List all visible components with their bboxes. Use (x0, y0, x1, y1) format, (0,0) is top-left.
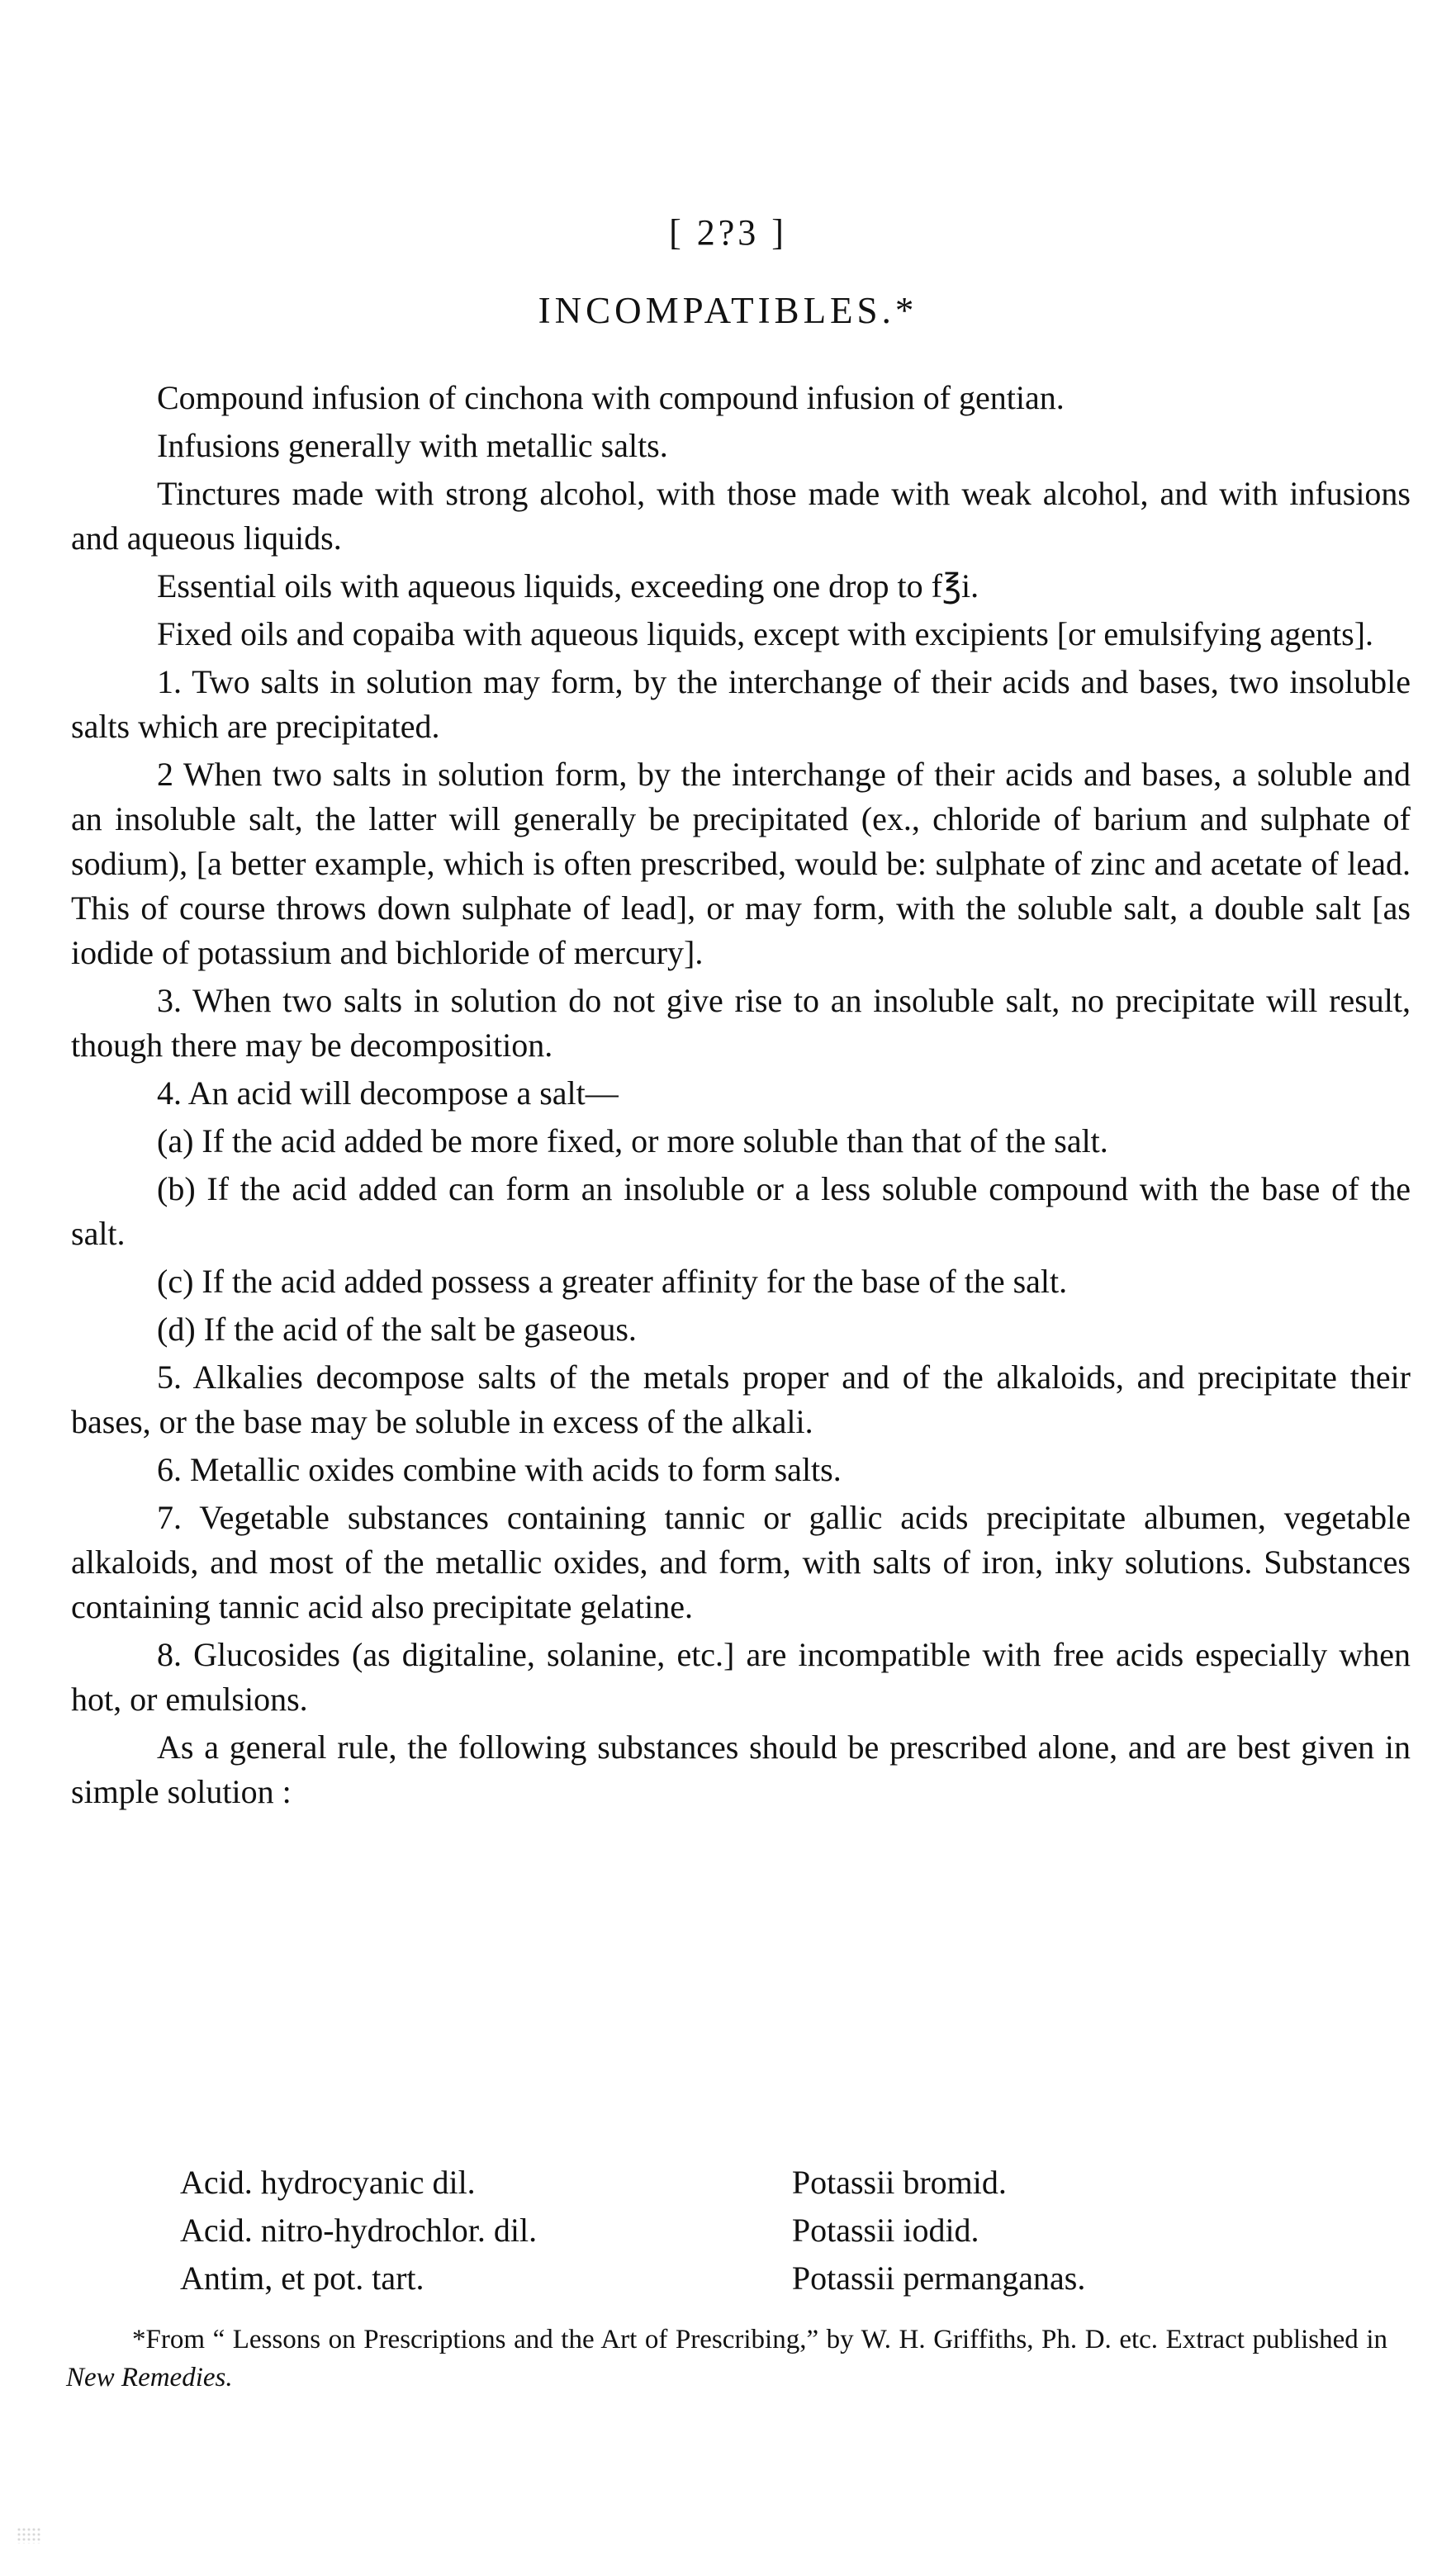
list-item: Potassii bromid. (791, 2164, 1007, 2201)
paragraph: (d) If the acid of the salt be gaseous. (157, 1311, 637, 1348)
paragraph: Fixed oils and copaiba with aqueous liquids, except with excipients [or emulsifying agents]. (157, 615, 1374, 652)
paragraph: Infusions generally with metallic salts. (157, 427, 668, 464)
paragraph: 4. An acid will decompose a salt— (157, 1074, 619, 1112)
list-row (180, 2207, 1254, 2255)
page-number: [ 2?3 ] (669, 212, 787, 253)
footnote (66, 2321, 1387, 2397)
paragraph: 7. Vegetable substances containing tannic or gallic acids precipitate albumen, vegetable alkaloids, and most of the metallic oxides, and form, with salts of iron, inky solutions. Substances containing tannic acid also precipitate gelatine. (71, 1499, 1411, 1625)
list-item: Potassii iodid. (791, 2212, 979, 2249)
list-row (180, 2159, 1254, 2207)
list-item: Acid. hydrocyanic dil. (180, 2164, 476, 2201)
paragraph: Compound infusion of cinchona with compound infusion of gentian. (157, 379, 1065, 416)
paragraph: 1. Two salts in solution may form, by the interchange of their acids and bases, two insoluble salts which are precipitated. (71, 663, 1411, 745)
paragraph: (b) If the acid added can form an insoluble or a less soluble compound with the base of the salt. (71, 1170, 1411, 1252)
paragraph: 2 When two salts in solution form, by the interchange of their acids and bases, a soluble and an insoluble salt, the latter will generally be precipitated (ex., chloride of barium and sulphate of sodium), [a better example, which is often prescribed, would be: sulphate of zinc and acetate of lead. This of course throws down sulphate of lead], or may form, with the soluble salt, a double salt [as iodide of potassium and bichloride of mercury]. (71, 756, 1411, 971)
list-item: Acid. nitro-hydrochlor. dil. (180, 2212, 538, 2249)
footnote-text: *From “ Lessons on Prescriptions and the Art of Prescribing,” by W. H. Griffiths, Ph. D. etc. Extract published in (132, 2325, 1387, 2354)
paragraph: (a) If the acid added be more fixed, or more soluble than that of the salt. (157, 1122, 1108, 1159)
print-speck (17, 2527, 41, 2544)
body-text (71, 376, 1411, 1818)
footnote-paragraph (66, 2321, 1387, 2397)
paragraph: 8. Glucosides (as digitaline, solanine, etc.] are incompatible with free acids especially when hot, or emulsions. (71, 1636, 1411, 1718)
paragraph: 3. When two salts in solution do not give rise to an insoluble salt, no precipitate will result, though there may be decomposition. (71, 982, 1411, 1064)
paragraph: Tinctures made with strong alcohol, with those made with weak alcohol, and with infusions and aqueous liquids. (71, 475, 1411, 557)
page-title: INCOMPATIBLES.* (538, 290, 918, 331)
paragraph: 6. Metallic oxides combine with acids to form salts. (157, 1451, 842, 1488)
list-item: Antim, et pot. tart. (180, 2259, 424, 2297)
paragraph: As a general rule, the following substances should be prescribed alone, and are best given in simple solution : (71, 1728, 1411, 1810)
list-row (180, 2255, 1254, 2302)
paragraph: Essential oils with aqueous liquids, exceeding one drop to f℥i. (157, 567, 979, 605)
paragraph: 5. Alkalies decompose salts of the metals proper and of the alkaloids, and precipitate their bases, or the base may be soluble in excess of the alkali. (71, 1358, 1411, 1440)
paragraph: (c) If the acid added possess a greater affinity for the base of the salt. (157, 1263, 1068, 1300)
footnote-source: New Remedies. (66, 2363, 233, 2392)
substance-list (180, 2159, 1254, 2302)
list-item: Potassii permanganas. (791, 2259, 1086, 2297)
